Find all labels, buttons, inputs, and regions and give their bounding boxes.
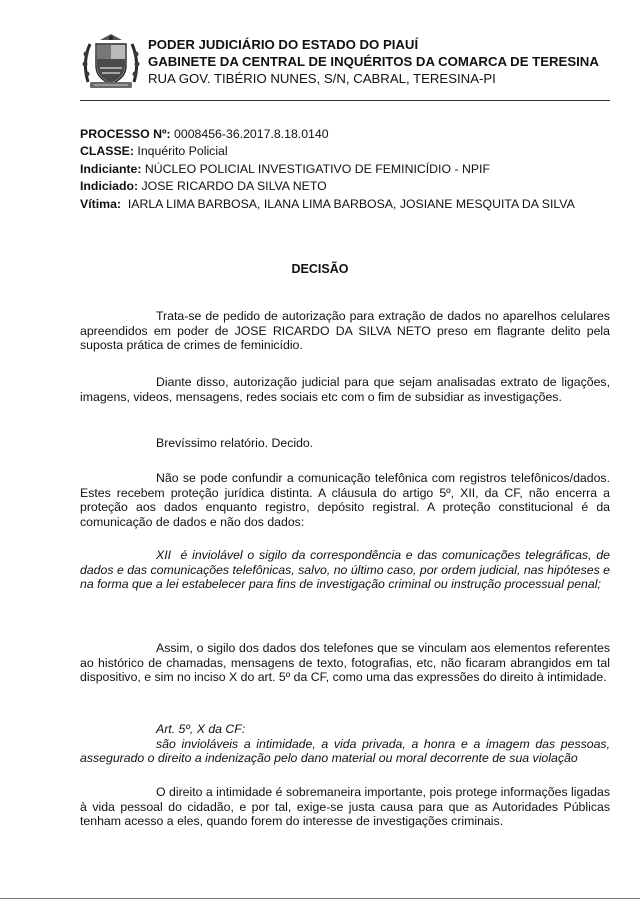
header-divider bbox=[80, 100, 610, 101]
paragraph-report bbox=[80, 436, 610, 451]
defendant-label: Indiciado: bbox=[80, 179, 139, 194]
petitioner-value: NÚCLEO POLICIAL INVESTIGATIVO DE FEMINICÍDIO - NPIF bbox=[141, 161, 490, 176]
defendant-value: JOSE RICARDO DA SILVA NETO bbox=[138, 179, 327, 194]
case-number-value: 0008456-36.2017.8.18.0140 bbox=[170, 127, 329, 141]
case-class-label: CLASSE: bbox=[80, 144, 134, 159]
victims-row bbox=[80, 196, 620, 213]
paragraph-analysis bbox=[80, 471, 610, 530]
court-name: PODER JUDICIÁRIO DO ESTADO DO PIAUÍ bbox=[148, 37, 419, 52]
petitioner-row bbox=[80, 161, 620, 178]
victims-value: IARLA LIMA BARBOSA, ILANA LIMA BARBOSA, JOSIANE MESQUITA DA SILVA bbox=[121, 196, 575, 211]
case-details bbox=[80, 126, 620, 213]
quote-article-x bbox=[80, 722, 610, 766]
quote-article-x-heading: Art. 5º, X da CF: bbox=[156, 722, 246, 736]
paragraph-intimacy bbox=[80, 785, 610, 829]
paragraph-analysis-text: Não se pode confundir a comunicação telefônica com registros telefônicos/dados. Estes recebem proteção jurídica distinta. A cláusula do artigo 5º, XII, da CF, não encerra a proteção aos dados enquanto registro, depósito registral. A proteção constitucional é da comunicação de dados e não dos dados: bbox=[80, 471, 610, 530]
quote-article-xii bbox=[80, 548, 614, 592]
quote-article-xii-text: XII é inviolável o sigilo da correspondência e das comunicações telegráficas, de dados e das comunicações telefônicas, salvo, no último caso, por ordem judicial, nas hipóteses e na forma que a lei estabelecer para fins de investigação criminal ou instrução processual penal; bbox=[80, 548, 614, 592]
paragraph-authorization bbox=[80, 375, 610, 404]
case-class-value: Inquérito Policial bbox=[133, 144, 228, 159]
paragraph-privacy-text: Assim, o sigilo dos dados dos telefones que se vinculam aos elementos referentes ao histórico de chamadas, mensagens de texto, fotografias, etc, não ficaram abrangidos em tal dispositivo, e sim no inciso X do art. 5º da CF, como uma das expressões do direito à intimidade. bbox=[80, 641, 610, 685]
office-address: RUA GOV. TIBÉRIO NUNES, S/N, CABRAL, TERESINA-PI bbox=[148, 71, 496, 86]
letterhead bbox=[80, 30, 610, 100]
defendant-row bbox=[80, 178, 620, 195]
office-name: GABINETE DA CENTRAL DE INQUÉRITOS DA COMARCA DE TERESINA bbox=[148, 54, 599, 69]
case-number-row bbox=[80, 126, 620, 143]
page-bottom-edge bbox=[0, 898, 640, 899]
petitioner-label: Indiciante: bbox=[80, 161, 142, 176]
paragraph-request-text: Trata-se de pedido de autorização para extração de dados no aparelhos celulares apreendidos em poder de JOSE RICARDO DA SILVA NETO preso em flagrante delito pela suposta prática de crimes de feminicídio. bbox=[80, 309, 610, 353]
paragraph-request bbox=[80, 309, 610, 353]
quote-article-x-text: são invioláveis a intimidade, a vida privada, a honra e a imagem das pessoas, assegurado o direito a indenização pelo dano material ou moral decorrente de sua violação bbox=[80, 736, 610, 766]
paragraph-report-text: Brevíssimo relatório. Decido. bbox=[156, 436, 314, 450]
case-class-row bbox=[80, 143, 620, 160]
paragraph-intimacy-text: O direito a intimidade é sobremaneira importante, pois protege informações ligadas à vida pessoal do cidadão, e por tal, exige-se justa causa para que as Autoridades Públicas tenham acesso a eles, quando forem do interesse de investigações criminais. bbox=[80, 785, 610, 829]
coat-of-arms-icon bbox=[80, 32, 142, 90]
paragraph-privacy bbox=[80, 641, 610, 685]
document-title: DECISÃO bbox=[291, 262, 349, 276]
victims-label: Vítima: bbox=[80, 196, 121, 211]
paragraph-authorization-text: Diante disso, autorização judicial para que sejam analisadas extrato de ligações, imagens, videos, mensagens, redes sociais etc com o fim de subsidiar as investigações. bbox=[80, 375, 610, 404]
case-number-label: PROCESSO Nº: bbox=[80, 127, 171, 141]
